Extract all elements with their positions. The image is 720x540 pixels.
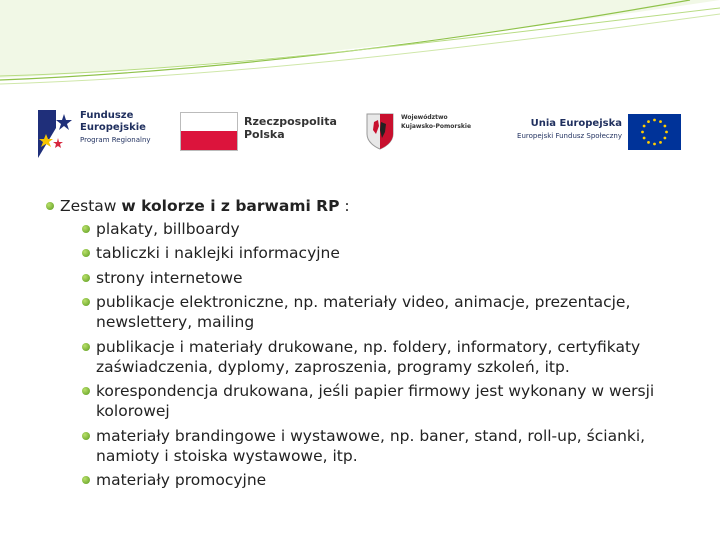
wojewodztwo-logo: [365, 100, 495, 170]
list-item-text: strony internetowe: [96, 268, 243, 287]
ue-line1: Unia Europejska: [530, 118, 622, 129]
list-item-text: publikacje i materiały drukowane, np. foldery, informatory, certyfikaty zaświadczenia, dyplomy, zaproszenia, programy szkoleń, itp.: [96, 337, 641, 376]
fe-line3: Program Regionalny: [80, 136, 151, 144]
bullet-icon: [82, 387, 90, 395]
list-item: [60, 381, 696, 421]
fundusze-europejskie-icon: [36, 108, 76, 160]
list-item-text: materiały promocyjne: [96, 471, 267, 489]
bullet-icon: [82, 274, 90, 282]
fe-line1: Fundusze: [80, 110, 134, 121]
list-item: [60, 337, 696, 377]
logo-bar: [30, 100, 690, 170]
list-item-text: materiały brandingowe i wystawowe, np. baner, stand, roll-up, ścianki, namioty i stoiska wystawowe, itp.: [96, 426, 646, 465]
coat-of-arms-icon: [365, 112, 395, 150]
unia-europejska-logo: [510, 100, 690, 170]
bullet-icon: [82, 343, 90, 351]
list-item-text: publikacje elektroniczne, np. materiały video, animacje, prezentacje, newslettery, mailing: [96, 293, 631, 331]
main-content: [46, 194, 696, 495]
ue-line2: Europejski Fundusz Społeczny: [517, 132, 622, 140]
list-item: [60, 426, 696, 466]
eu-flag-icon: [628, 114, 681, 150]
bullet-icon: [82, 225, 90, 233]
bullet-icon: [82, 249, 90, 257]
bullet-icon: [46, 202, 54, 210]
fundusze-europejskie-logo: [36, 100, 171, 170]
fe-line2: Europejskie: [80, 122, 146, 133]
main-list: [46, 194, 696, 490]
heading-suffix: :: [339, 197, 350, 215]
list-item-text: tabliczki i naklejki informacyjne: [96, 244, 340, 262]
heading-bold: w kolorze i z barwami RP: [121, 197, 340, 215]
bullet-icon: [82, 476, 90, 484]
bullet-icon: [82, 298, 90, 306]
rp-line2: Polska: [244, 128, 285, 141]
list-item: [60, 219, 696, 239]
sub-list: [60, 219, 696, 491]
list-item: [60, 268, 696, 288]
bullet-icon: [82, 432, 90, 440]
wk-line1: Województwo: [401, 114, 448, 121]
heading-prefix: Zestaw: [60, 197, 122, 215]
header-decoration: [0, 0, 720, 90]
list-item: [60, 243, 696, 263]
list-item-text: korespondencja drukowana, jeśli papier firmowy jest wykonany w wersji kolorowej: [96, 382, 655, 420]
list-item-text: plakaty, billboardy: [96, 219, 240, 238]
rzeczpospolita-logo: [180, 100, 360, 170]
polish-flag-icon: [180, 112, 238, 151]
list-item: [60, 470, 696, 490]
list-item: [60, 292, 696, 332]
main-list-item: [46, 194, 696, 490]
wk-line2: Kujawsko-Pomorskie: [401, 123, 472, 130]
rp-line1: Rzeczpospolita: [244, 115, 337, 128]
